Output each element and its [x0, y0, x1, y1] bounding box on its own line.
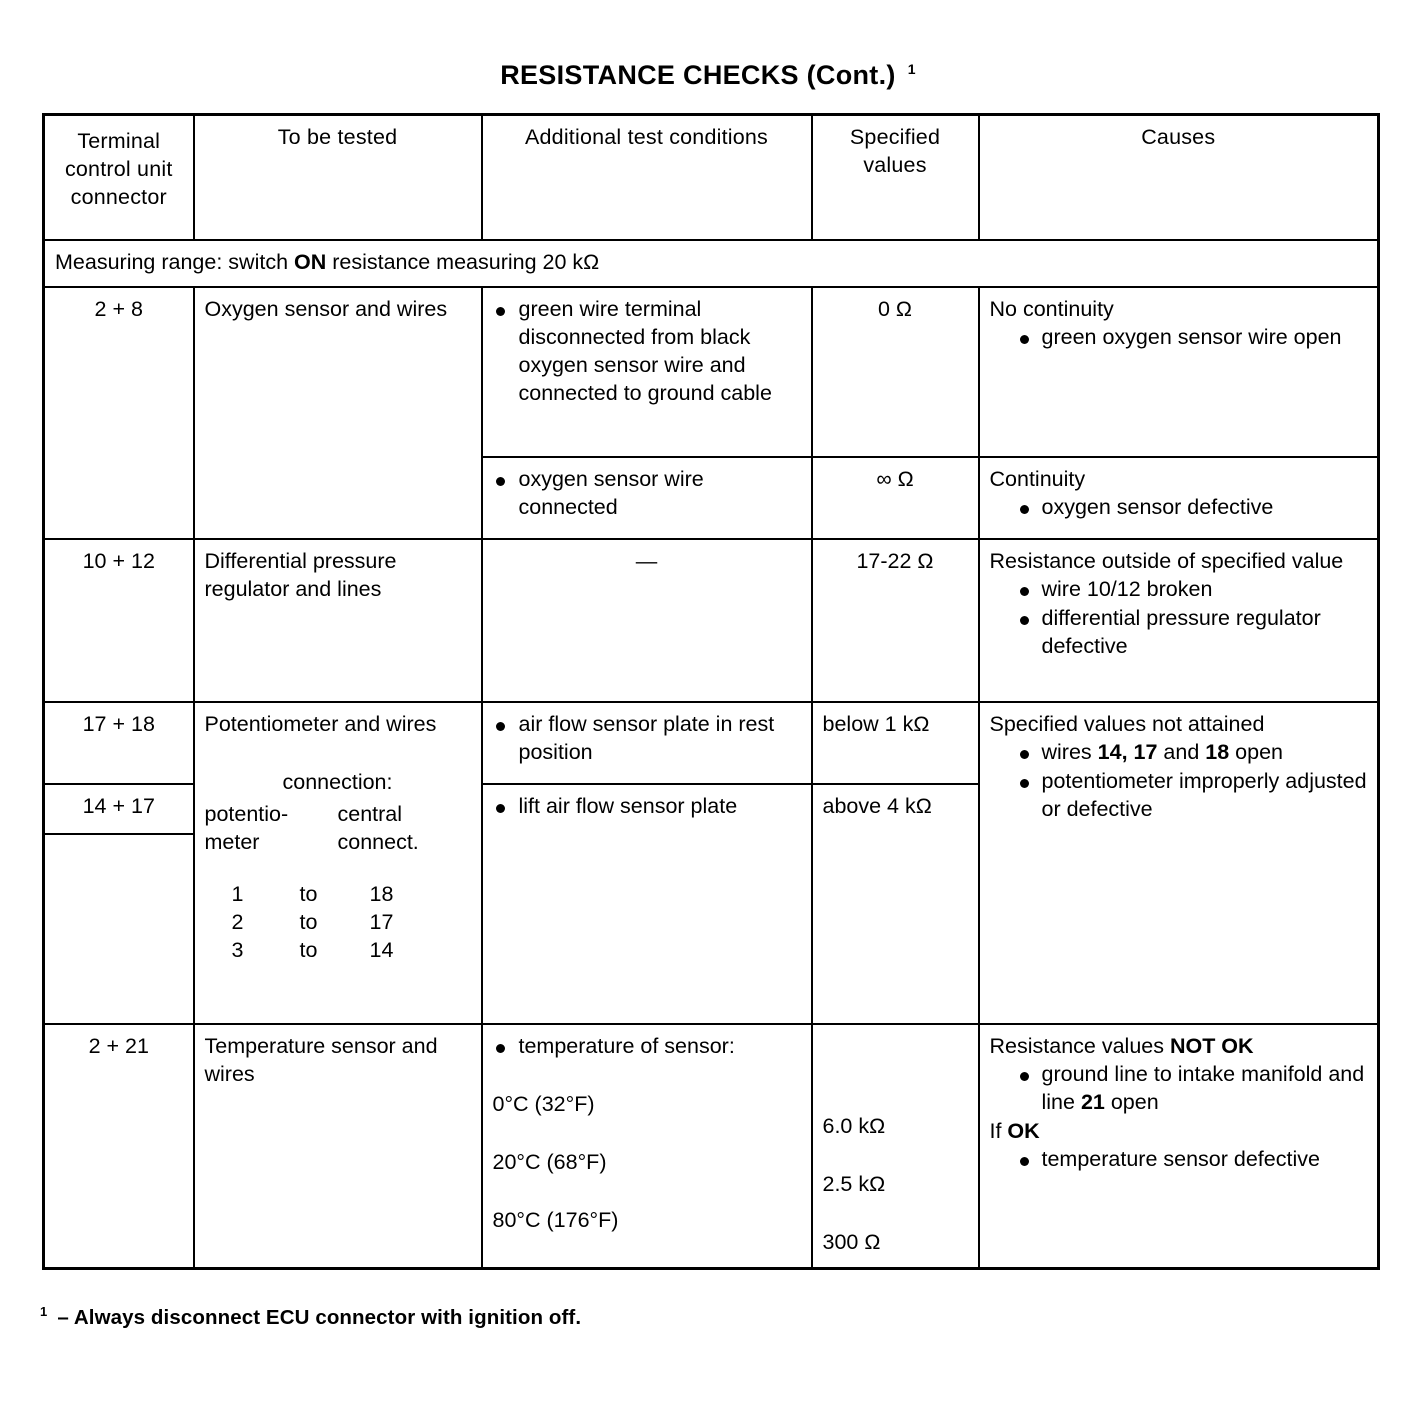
- column-header-to-be-tested: To be tested: [194, 115, 482, 240]
- specified-value-cell: 0 Ω: [812, 287, 979, 457]
- connection-label: connection:: [282, 770, 393, 795]
- to-be-tested-label: Potentiometer and wires: [204, 712, 437, 737]
- cause-list-secondary: [990, 1146, 1368, 1174]
- cause-list: [990, 324, 1368, 352]
- spacer: [823, 1033, 968, 1083]
- causes-cell: [979, 287, 1379, 457]
- measuring-range-prefix: Measuring range: switch: [55, 249, 294, 274]
- connection-col-central: [338, 801, 471, 857]
- condition-cell: —: [482, 539, 812, 702]
- connection-pair-from: 2: [231, 910, 244, 935]
- table-header-row: [44, 115, 1379, 240]
- cause-item: oxygen sensor defective: [990, 494, 1368, 522]
- measuring-range-bold: ON: [294, 249, 327, 274]
- cause-list: [990, 739, 1368, 767]
- cause-item: temperature sensor defective: [990, 1146, 1368, 1174]
- terminal-cell: 14 + 17: [44, 784, 194, 834]
- connection-col-central-line2: connect.: [337, 830, 419, 855]
- connection-pair-word: to: [299, 938, 318, 963]
- temperature-value: 300 Ω: [822, 1230, 881, 1255]
- condition-list: [493, 466, 801, 522]
- table-row: [44, 702, 1379, 784]
- resistance-checks-table: [42, 113, 1380, 1270]
- terminal-cell: 10 + 12: [44, 539, 194, 702]
- condition-item: air flow sensor plate in rest position: [493, 711, 801, 767]
- specified-value-cell: [812, 1024, 979, 1268]
- condition-cell: [482, 784, 812, 1024]
- temperature-label: 80°C (176°F): [492, 1208, 619, 1233]
- table-body: [44, 240, 1379, 1269]
- cause-heading: Specified values not attained: [989, 712, 1265, 737]
- temperature-value: 6.0 kΩ: [822, 1114, 886, 1139]
- terminal-cell: 2 + 8: [44, 287, 194, 539]
- specified-value-cell: ∞ Ω: [812, 457, 979, 539]
- condition-item: temperature of sensor:: [493, 1033, 801, 1061]
- cause-item: potentiometer improperly adjusted or defective: [990, 768, 1368, 824]
- measuring-range-cell: [44, 240, 1379, 288]
- cause-list: [990, 576, 1368, 661]
- condition-list: [493, 296, 801, 408]
- cause-heading: [990, 1033, 1368, 1061]
- page-title-footnote-marker: 1: [907, 61, 916, 77]
- footnote: [40, 1304, 1416, 1330]
- connection-columns: [205, 801, 471, 857]
- condition-item: oxygen sensor wire connected: [493, 466, 801, 522]
- connection-pair-word: to: [299, 882, 318, 907]
- cause-item: [990, 739, 1368, 767]
- measuring-range-row: [44, 240, 1379, 288]
- cause-heading: Continuity: [989, 467, 1086, 492]
- condition-item: lift air flow sensor plate: [493, 793, 801, 821]
- table-row: [44, 539, 1379, 702]
- connection-col-potentiometer-line1: potentio-: [204, 802, 289, 827]
- cause-item-bold: 14, 17: [1097, 740, 1158, 765]
- to-be-tested-cell: Differential pressure regulator and lines: [194, 539, 482, 702]
- cause-item-mid: and: [1157, 740, 1206, 765]
- condition-cell: [482, 287, 812, 457]
- condition-cell: [482, 457, 812, 539]
- temperature-list: [493, 1091, 801, 1235]
- column-header-additional-conditions: Additional test conditions: [482, 115, 812, 240]
- to-be-tested-cell: [194, 702, 482, 1024]
- measuring-range-suffix: resistance measuring 20 kΩ: [326, 249, 600, 274]
- cause-item-pre: wires: [1041, 740, 1098, 765]
- column-header-terminal-line1: Terminal: [77, 129, 161, 153]
- cause-list: [990, 1061, 1368, 1117]
- cause-item: green oxygen sensor wire open: [990, 324, 1368, 352]
- condition-cell: [482, 702, 812, 784]
- connection-pair-row: [205, 937, 471, 965]
- column-header-causes: Causes: [979, 115, 1379, 240]
- connection-pair-row: [205, 909, 471, 937]
- column-header-terminal: [44, 115, 194, 240]
- terminal-cell: 2 + 21: [44, 1024, 194, 1268]
- connection-pair-to: 17: [369, 910, 394, 935]
- cause-list-secondary: [990, 768, 1368, 824]
- cause-list: [990, 494, 1368, 522]
- condition-list: [493, 711, 801, 767]
- cause-heading-secondary: [990, 1118, 1368, 1146]
- footnote-text: – Always disconnect ECU connector with ignition off.: [57, 1306, 582, 1330]
- specified-value-cell: 17-22 Ω: [812, 539, 979, 702]
- terminal-cell: 17 + 18: [44, 702, 194, 784]
- page-title-text: RESISTANCE CHECKS (Cont.): [500, 60, 896, 90]
- connection-pair-to: 18: [369, 882, 394, 907]
- page-title: [0, 0, 1416, 89]
- specified-value-cell: above 4 kΩ: [812, 784, 979, 1024]
- to-be-tested-cell: Oxygen sensor and wires: [194, 287, 482, 539]
- column-header-terminal-line3: connector: [70, 184, 167, 209]
- cause-heading2-pre: If: [989, 1119, 1008, 1144]
- cause-item-pre: ground line to intake manifold and line: [1041, 1062, 1365, 1115]
- column-header-specified-values-line1: Specified: [849, 125, 941, 149]
- cause-heading-bold: NOT OK: [1169, 1034, 1254, 1059]
- column-header-specified-values: [812, 115, 979, 240]
- connection-pair-from: 1: [231, 882, 244, 907]
- connection-col-potentiometer: [205, 801, 338, 857]
- cause-item: wire 10/12 broken: [990, 576, 1368, 604]
- connection-pair-row: [205, 881, 471, 909]
- table-header: [44, 115, 1379, 240]
- cause-heading: No continuity: [989, 297, 1114, 322]
- cause-item-bold: 21: [1080, 1090, 1105, 1115]
- cause-item-post: open: [1229, 740, 1283, 765]
- connection-pair-to: 14: [369, 938, 394, 963]
- temperature-value: 2.5 kΩ: [822, 1172, 886, 1197]
- condition-list: [493, 793, 801, 821]
- footnote-marker: 1: [40, 1304, 48, 1320]
- condition-item: green wire terminal disconnected from black oxygen sensor wire and connected to ground cable: [493, 296, 801, 408]
- cause-item-bold2: 18: [1205, 740, 1230, 765]
- cause-item: [990, 1061, 1368, 1117]
- cause-item-post: open: [1104, 1090, 1159, 1115]
- causes-cell: [979, 539, 1379, 702]
- condition-list: [493, 1033, 801, 1061]
- causes-cell: [979, 457, 1379, 539]
- connection-col-central-line1: central: [337, 802, 403, 827]
- connection-pair-word: to: [299, 910, 318, 935]
- causes-cell: [979, 702, 1379, 1024]
- table-row: [44, 1024, 1379, 1268]
- to-be-tested-cell: Temperature sensor and wires: [194, 1024, 482, 1268]
- cause-heading2-bold: OK: [1007, 1119, 1040, 1144]
- cause-heading-pre: Resistance values: [989, 1034, 1170, 1059]
- table-row: [44, 287, 1379, 457]
- causes-cell: [979, 1024, 1379, 1268]
- temperature-label: 20°C (68°F): [492, 1150, 607, 1175]
- cause-item: differential pressure regulator defective: [990, 605, 1368, 661]
- connection-pair-from: 3: [231, 938, 244, 963]
- column-header-specified-values-line2: values: [863, 152, 927, 177]
- column-header-terminal-line2: control unit: [64, 156, 173, 181]
- connection-pair-list: [205, 881, 471, 965]
- connection-col-potentiometer-line2: meter: [204, 830, 260, 855]
- terminal-cell-empty: [44, 834, 194, 1024]
- cause-heading: Resistance outside of specified value: [989, 549, 1344, 574]
- condition-cell: [482, 1024, 812, 1268]
- temperature-label: 0°C (32°F): [492, 1092, 595, 1117]
- specified-value-cell: below 1 kΩ: [812, 702, 979, 784]
